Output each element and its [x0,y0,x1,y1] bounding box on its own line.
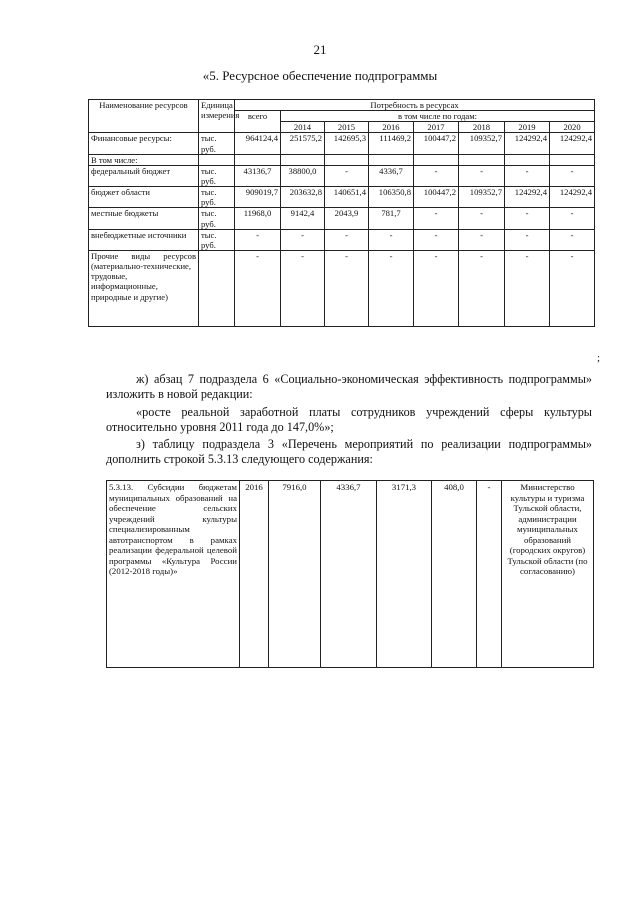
cell-value: - [414,250,459,326]
cell-value: 140651,4 [325,187,369,208]
table-row [89,208,595,229]
table-row [89,229,595,250]
row-name: местные бюджеты [89,208,199,229]
event-year: 2016 [240,481,269,668]
cell-value: 100447,2 [414,187,459,208]
row-name: В том числе: [89,154,199,165]
cell-value: 124292,4 [550,187,595,208]
cell-value: 109352,7 [459,187,505,208]
cell-value: - [459,229,505,250]
cell-value: 251575,2 [281,133,325,154]
row-name: федеральный бюджет [89,165,199,186]
cell-value: - [550,208,595,229]
cell-value: 2043,9 [325,208,369,229]
header-need: Потребность в ресурсах [235,100,595,111]
header-year: 2015 [325,122,369,133]
row-unit: тыс. руб. [199,187,235,208]
resources-table [88,99,595,327]
table-row [89,187,595,208]
cell-value: - [414,165,459,186]
row-total: 11968,0 [235,208,281,229]
row-name: внебюджетные источники [89,229,199,250]
cell-value: - [414,208,459,229]
row-unit: тыс. руб. [199,229,235,250]
cell-value: 203632,8 [281,187,325,208]
cell-value: 38800,0 [281,165,325,186]
paragraph-z: з) таблицу подраздела 3 «Перечень мероприятий по реализации подпрограммы» дополнить строкой 5.3.13 следующего содержания: [106,437,592,466]
row-name: Прочие виды ресурсов (материально-технические, трудовые, информационные, природные и другие) [89,250,199,326]
event-name: 5.3.13. Субсидии бюджетам муниципальных образований на обеспечение сельских учреждений культуры специализированным автотранспортом в рамках реализации федеральной целевой программы «Культура России (2012-2018 годы)» [107,481,240,668]
cell-value: 142695,3 [325,133,369,154]
row-name: Финансовые ресурсы: [89,133,199,154]
cell-value: - [505,208,550,229]
table-row [89,165,595,186]
row-name: бюджет области [89,187,199,208]
cell-value: - [369,229,414,250]
cell-value: - [459,165,505,186]
header-row [89,100,595,111]
table-row [89,154,595,165]
cell-value: - [281,250,325,326]
header-year: 2019 [505,122,550,133]
header-by-years: в том числе по годам: [281,111,595,122]
row-total: 43136,7 [235,165,281,186]
event-table [106,480,594,668]
event-total: 7916,0 [269,481,321,668]
cell-value: 100447,2 [414,133,459,154]
row-total: 909019,7 [235,187,281,208]
cell-value: - [325,250,369,326]
cell-value: 4336,7 [369,165,414,186]
cell-value: 124292,4 [505,133,550,154]
table-row [107,481,594,668]
table-row [89,250,595,326]
cell-value: - [325,165,369,186]
cell-value: - [550,165,595,186]
cell-value: - [505,165,550,186]
table-end-mark: ; [597,352,601,364]
row-total: - [235,229,281,250]
header-total: всего [235,111,281,133]
cell-value: - [459,250,505,326]
header-year: 2016 [369,122,414,133]
cell-value: - [281,229,325,250]
cell-value: - [325,229,369,250]
cell-value: 124292,4 [550,133,595,154]
event-executor: Министерство культуры и туризма Тульской области, администрации муниципальных образований (городских округов) Тульской области (по согласованию) [502,481,594,668]
cell-value: 124292,4 [505,187,550,208]
cell-value: - [505,229,550,250]
event-federal: 4336,7 [321,481,377,668]
row-unit: тыс. руб. [199,133,235,154]
event-regional: 3171,3 [377,481,432,668]
cell-value: 781,7 [369,208,414,229]
paragraph-quote: «росте реальной заработной платы сотрудников учреждений сферы культуры относительно уровня 2011 года до 147,0%»; [106,405,592,434]
row-unit: тыс. руб. [199,165,235,186]
table-row [89,133,595,154]
header-name: Наименование ресурсов [89,100,199,133]
header-year: 2014 [281,122,325,133]
cell-value: 109352,7 [459,133,505,154]
section-title: «5. Ресурсное обеспечение подпрограммы [202,68,438,83]
page-number: 21 [313,42,327,57]
header-unit: Единица измерения [199,100,235,133]
cell-value: - [505,250,550,326]
header-year: 2020 [550,122,595,133]
row-unit: тыс. руб. [199,208,235,229]
cell-value: - [414,229,459,250]
cell-value: - [369,250,414,326]
row-total: - [235,250,281,326]
cell-value: - [550,250,595,326]
cell-value: 106350,8 [369,187,414,208]
row-total: 964124,4 [235,133,281,154]
row-unit [199,250,235,326]
cell-value: 9142,4 [281,208,325,229]
cell-value: 111469,2 [369,133,414,154]
cell-value: - [459,208,505,229]
event-other: - [477,481,502,668]
header-year: 2017 [414,122,459,133]
event-local: 408,0 [432,481,477,668]
header-year: 2018 [459,122,505,133]
cell-value: - [550,229,595,250]
paragraph-zh: ж) абзац 7 подраздела 6 «Социально-экономическая эффективность подпрограммы» изложить в новой редакции: [106,372,592,401]
